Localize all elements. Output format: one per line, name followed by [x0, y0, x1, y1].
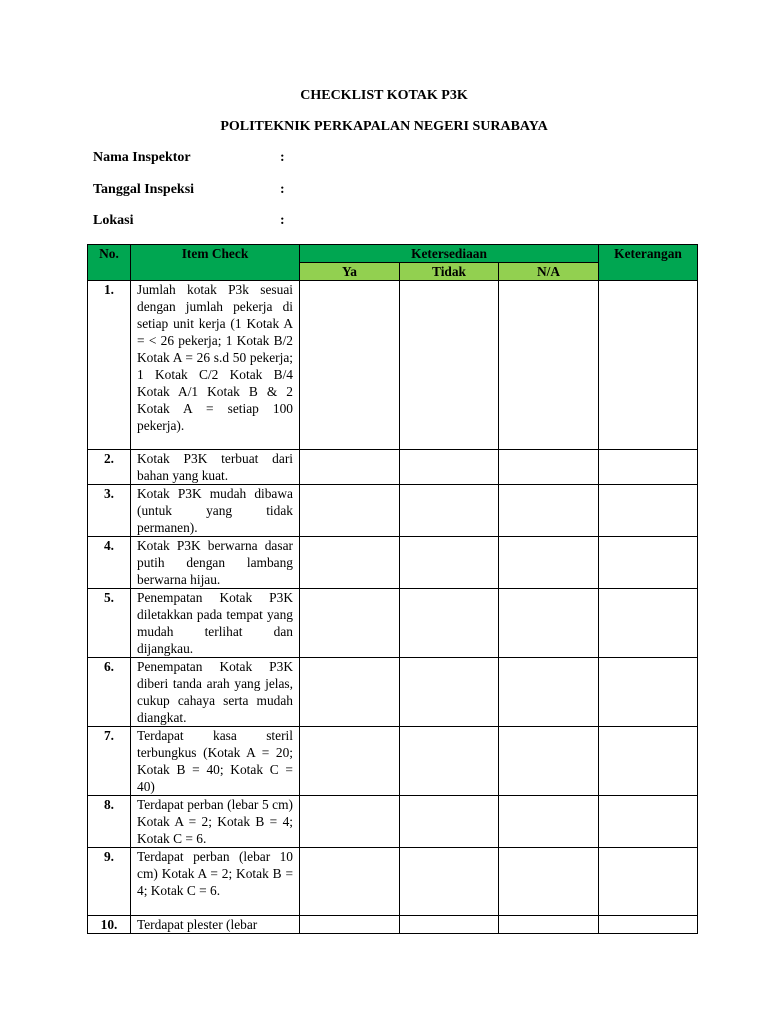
- row-item-check: Terdapat kasa steril terbungkus (Kotak A = 20; Kotak B = 40; Kotak C = 40): [131, 727, 300, 796]
- cell-na[interactable]: [499, 848, 599, 916]
- checklist-table: [87, 244, 698, 934]
- cell-no[interactable]: [400, 916, 499, 934]
- cell-na[interactable]: [499, 537, 599, 589]
- cell-na[interactable]: [499, 450, 599, 485]
- header-notes: Keterangan: [599, 245, 698, 281]
- table-row: [88, 727, 698, 796]
- cell-yes[interactable]: [300, 727, 400, 796]
- cell-yes[interactable]: [300, 450, 400, 485]
- row-number: 5.: [88, 589, 131, 658]
- cell-notes[interactable]: [599, 450, 698, 485]
- cell-notes[interactable]: [599, 796, 698, 848]
- cell-yes[interactable]: [300, 537, 400, 589]
- cell-no[interactable]: [400, 485, 499, 537]
- row-number: 8.: [88, 796, 131, 848]
- cell-no[interactable]: [400, 537, 499, 589]
- cell-na[interactable]: [499, 796, 599, 848]
- header-no-option: Tidak: [400, 263, 499, 281]
- header-availability: Ketersediaan: [300, 245, 599, 263]
- table-row: [88, 916, 698, 934]
- field-separator: :: [280, 182, 285, 197]
- cell-notes[interactable]: [599, 485, 698, 537]
- row-item-check: Penempatan Kotak P3K diletakkan pada tempat yang mudah terlihat dan dijangkau.: [131, 589, 300, 658]
- table-row: [88, 537, 698, 589]
- field-separator: :: [280, 150, 285, 165]
- cell-notes[interactable]: [599, 589, 698, 658]
- field-label: Nama Inspektor: [93, 150, 191, 165]
- cell-no[interactable]: [400, 281, 499, 450]
- row-item-check: Terdapat plester (lebar: [131, 916, 300, 934]
- field-inspection-date: [93, 182, 285, 202]
- cell-yes[interactable]: [300, 848, 400, 916]
- cell-notes[interactable]: [599, 916, 698, 934]
- field-separator: :: [280, 213, 285, 228]
- cell-yes[interactable]: [300, 796, 400, 848]
- row-number: 7.: [88, 727, 131, 796]
- cell-na[interactable]: [499, 281, 599, 450]
- cell-notes[interactable]: [599, 658, 698, 727]
- cell-no[interactable]: [400, 658, 499, 727]
- row-item-check: Kotak P3K mudah dibawa (untuk yang tidak permanen).: [131, 485, 300, 537]
- field-location: [93, 213, 285, 233]
- row-item-check: Penempatan Kotak P3K diberi tanda arah yang jelas, cukup cahaya serta mudah diangkat.: [131, 658, 300, 727]
- cell-notes[interactable]: [599, 848, 698, 916]
- row-number: 1.: [88, 281, 131, 450]
- field-label: Lokasi: [93, 213, 134, 228]
- cell-na[interactable]: [499, 727, 599, 796]
- cell-na[interactable]: [499, 589, 599, 658]
- row-item-check: Kotak P3K berwarna dasar putih dengan lambang berwarna hijau.: [131, 537, 300, 589]
- table-row: [88, 485, 698, 537]
- field-label: Tanggal Inspeksi: [93, 182, 195, 197]
- checklist-body: [88, 281, 698, 934]
- row-item-check: Terdapat perban (lebar 5 cm) Kotak A = 2; Kotak B = 4; Kotak C = 6.: [131, 796, 300, 848]
- table-row: [88, 658, 698, 727]
- institution-name: POLITEKNIK PERKAPALAN NEGERI SURABAYA: [220, 119, 548, 134]
- row-number: 10.: [88, 916, 131, 934]
- table-row: [88, 281, 698, 450]
- cell-yes[interactable]: [300, 281, 400, 450]
- cell-yes[interactable]: [300, 589, 400, 658]
- row-item-check: Jumlah kotak P3k sesuai dengan jumlah pekerja di setiap unit kerja (1 Kotak A = < 26 pekerja; 1 Kotak B/2 Kotak A = 26 s.d 50 pekerja; 1 Kotak C/2 Kotak B/4 Kotak A/1 Kotak B & 2 Kotak A = setiap 100 pekerja).: [131, 281, 300, 450]
- header-no: No.: [88, 245, 131, 281]
- header-item-check: Item Check: [131, 245, 300, 281]
- table-row: [88, 796, 698, 848]
- cell-no[interactable]: [400, 796, 499, 848]
- row-number: 6.: [88, 658, 131, 727]
- cell-notes[interactable]: [599, 537, 698, 589]
- row-item-check: Terdapat perban (lebar 10 cm) Kotak A = 2; Kotak B = 4; Kotak C = 6.: [131, 848, 300, 916]
- table-row: [88, 848, 698, 916]
- cell-na[interactable]: [499, 485, 599, 537]
- cell-no[interactable]: [400, 450, 499, 485]
- cell-na[interactable]: [499, 658, 599, 727]
- cell-no[interactable]: [400, 589, 499, 658]
- field-inspector: [93, 150, 285, 170]
- row-item-check: Kotak P3K terbuat dari bahan yang kuat.: [131, 450, 300, 485]
- cell-yes[interactable]: [300, 916, 400, 934]
- cell-na[interactable]: [499, 916, 599, 934]
- header-yes: Ya: [300, 263, 400, 281]
- cell-yes[interactable]: [300, 485, 400, 537]
- cell-yes[interactable]: [300, 658, 400, 727]
- cell-notes[interactable]: [599, 281, 698, 450]
- table-row: [88, 450, 698, 485]
- cell-no[interactable]: [400, 848, 499, 916]
- cell-no[interactable]: [400, 727, 499, 796]
- document-title: CHECKLIST KOTAK P3K: [300, 88, 468, 103]
- row-number: 2.: [88, 450, 131, 485]
- row-number: 3.: [88, 485, 131, 537]
- header-na: N/A: [499, 263, 599, 281]
- row-number: 4.: [88, 537, 131, 589]
- row-number: 9.: [88, 848, 131, 916]
- cell-notes[interactable]: [599, 727, 698, 796]
- table-row: [88, 589, 698, 658]
